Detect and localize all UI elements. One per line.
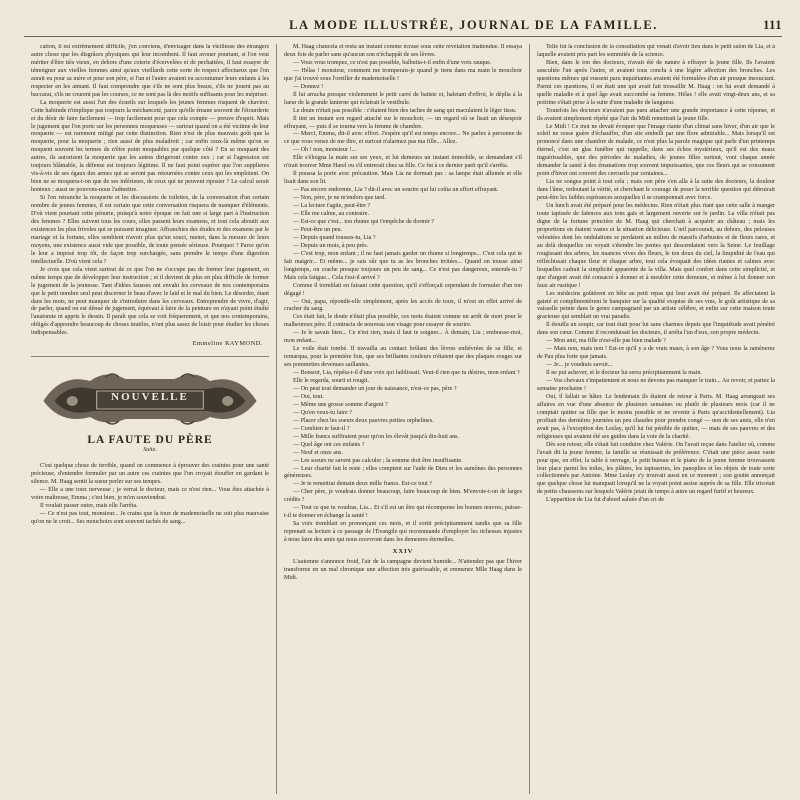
- page-header: [24, 14, 782, 37]
- paragraph: Il tint un instant son regard attaché sur le mouchoir, — un regard où se lisait un désespoir effrayant, — puis il se tourna vers la femme de chambre.: [284, 115, 522, 130]
- nouvelle-banner: [39, 367, 261, 429]
- column-1: [24, 44, 276, 794]
- section-divider: [31, 356, 269, 357]
- paragraph: Le Midi ! Ce mot ne devait évoquer que l'image riante d'un climat sans hiver, d'un air que le soleil ne cesse guère d'échauffer, d'un site embelli par une flore admirable... Mais lorsqu'il est prononcé dans une chambre de malade, ce n'est plus la parole magique qui parle d'un printemps éternel, c'est un glas funèbre qui rappelle, dans ses échos mystérieux, qu'il est des maux inguérissables, que des périodes de maladies, de jeunes filles surtout, vont chaque année demander la santé à des émanations trop souvent impuissantes, que ces fleurs qui se consument point d'hiver ont couvert des cercueils par centaines...: [537, 123, 775, 178]
- paragraph: L'automne s'annonce froid, l'air de la campagne devient humide... N'attendez pas que l'hiver transforme en un mal chronique une affection très guérissable, et emmenez Mlle Haag dans le Midi.: [284, 559, 522, 581]
- paragraph: — Vous vous trompez, ce n'est pas possible, balbutia-t-il enfin d'une voix rauque.: [293, 59, 492, 66]
- paragraph: — Elle a une toux nerveuse ; je verrai le docteur, mais ce n'est rien... Vous êtes attachée à votre maîtresse, Emma ; c'est bien, je m'en souviendrai.: [31, 486, 269, 501]
- paragraph: — Oui, tout.: [293, 393, 324, 400]
- story-text: [284, 559, 522, 583]
- paragraph: — Mais non, mais non ! Est-ce qu'il y a de vrais maux, à son âge ? Vous nous la ramènerez de Pau plus forte que jamais.: [537, 346, 775, 361]
- paragraph: Je crois que cela vient surtout de ce que l'on ne s'occupe pas de former leur jugement, en même temps que de développer leur instruction ; et il devient de plus en plus difficile de former le jugement de la jeunesse. Tant d'idées fausses ont envahi les cerveaux de nos contemporains que le petit nombre seul peut discerner le beau d'avec le laid et le mal du bien. Le désordre, étant dans les mots, ne peut manquer de s'introduire dans les cerveaux. Entreprendre de vivre, d'agir, de parler, quand on est dénué de jugement, équivaut à faire de la peinture en n'ayant point étudié l'anatomie ni appris le dessin. Il paraît que cela se voit fréquemment, et que nos contemporains, obligés d'apprendre beaucoup de choses inutiles, n'ont plus assez de loisir pour étudier les choses indispensables.: [31, 266, 269, 337]
- paragraph: Ces était fait, le doute n'était plus possible, ces mots étaient comme un arrêt de mort pour le malheureux père. Il contracta de nouveau son visage pour essayer de sourire.: [284, 314, 522, 329]
- paragraph: — Bonsoir, Lia, répéta-t-il d'une voix qui faiblissait. Veut-il rien que tu désires, mon enfant ?: [293, 370, 520, 377]
- paragraph: — Quel âge ont ces enfants ?: [293, 441, 365, 448]
- paragraph: — Oui, papa, répondit-elle simplement, après les accès de toux, il m'est en effet arrivé de cracher du sang.: [284, 298, 522, 313]
- paragraph: L'apparition de Lia fut d'abord saluée d'un cri de: [546, 497, 665, 504]
- paragraph: — Pas encore endormie, Lia ? dit-il avec un sourire qui lui coûta un effort effrayant.: [293, 187, 499, 194]
- journal-title: LA MODE ILLUSTRÉE, JOURNAL DE LA FAMILLE.: [289, 17, 659, 32]
- paragraph: Un lunch avait été préparé pour les médecins. Rien n'était plus riant que cette salle à manger toute tapissée de faïences aux tons gais et largement ouverte sur le jardin. La villa n'était pas digne de la fortune princière de M. Haag qui cherchait à acquérir au château ; mais les proportions en étaient vastes et la situation délicieuse. L'œil parcourait, au dehors, des pelouses veloutées dont les ondulations se perdaient au milieu de massifs d'arbustes et de fleurs rares, et au delà desquelles on voyait s'étendre les pentes qui descendaient vers la Seine. Le feuillage rougissant des arbres, les nuances vives des fleurs, le ton doux du ciel, la limpidité de l'eau qui réfléchissait chaque fleur et chaque arbre, tout cela évoquait des idées riantes et calmes avec lesquelles cadrait la simplicité apparente de la villa. Mais quel confort dans cette simplicité, et que d'argent avait été consacré à donner et à meubler cette demeure, et même à lui donner son faux air rustique !: [537, 203, 775, 289]
- paragraph: — Merci, Emma, dit-il avec effort. J'espère qu'il est temps encore... Ne parlez à personne de ce que vous venez de me dire, et surtout n'alarmez pas ma fille... Allez.: [284, 131, 522, 146]
- paragraph: Toutefois les docteurs n'avaient pas paru attacher une grande importance à cette réponse, et ils avaient simplement répété que l'air du Midi remettrait la jeune fille.: [537, 107, 775, 122]
- paragraph: — Je te remettrai demain deux mille francs. Est-ce tout ?: [293, 481, 432, 488]
- paragraph: Sa voix tremblait en prononçant ces mots, et il sortit précipitamment tandis que sa fille reprenait sa lecture à ce passage de l'Évangile qui recommande d'employer les richesses injustes à nous faire des amis qui nous recevront dans les demeures éternelles.: [284, 521, 522, 544]
- story-subtitle: Suite.: [143, 447, 157, 454]
- paragraph: Bien, dans le ton des docteurs, n'avait été de nature à effrayer la jeune fille. Ils l'avaient auscultée l'un après l'autre, et avaient tous conclu à une légère affection des bronches. Les questions mêmes qui eussent paru inquiétantes avaient été formulées d'un air presque insouciant. Parmi ces questions, il en était une qui avait fait tressaillir M. Haag : on lui avait demandé à quelle maladie et à quel âge avait succombé sa femme. Hélas ! elle avait vingt-deux ans, et sa poitrine s'était prise à la suite d'une maladie de langueur.: [537, 59, 775, 106]
- paragraph: La moquerie est aussi l'un des écueils sur lesquels les jeunes femmes risquent de chavirer. Cette habitude n'implique pas toujours la méchanceté, parce qu'elle émane souvent de l'étourderie et du désir de faire facilement — trop facilement pour que cela compte — preuve d'esprit. Mais le jugement que l'on porte sur les personnes moqueuses — surtout quand on a été victime de leur moquerie — est rarement mitigé par cette distinction. Rien n'est de plus mauvais goût que la moquerie, pour la moquerie ; rien aussi de plus maladroit ; car enfin ceux-là même qu'on se moquent souvent les termes de n'être point moquables par quelque côté ? En se moquant des autres, ils autorisent la moquerie que les autres dirigeront contre eux ; car si l'agression est toujours blâmable, la défense est toujours légitime. Il ne faut point espérer que l'on supplieres vis-à-vis de ses égaux des armes qui se seront pas retournées contre ceux qui les emploient. On bien ne se moquera-t-on que de ses inférieurs, de ceux qui ne peuvent riposter ? Le calcul serait honteux ; aussi ne pouvons-nous l'admettre.: [31, 99, 269, 194]
- story-title: LA FAUTE DU PÈRE: [87, 434, 213, 447]
- paragraph: Le doute n'était pas possible : c'étaient bien des taches de sang qui maculaient le léger tissu.: [293, 107, 517, 114]
- paragraph: — Ce n'est pas tout, monsieur... Je crains que la toux de mademoiselle ne soit plus mauvaise qu'on ne le croit... Ses mouchoirs sont souvent tachés de sang...: [31, 510, 269, 525]
- paragraph: — Mille francs suffiraient pour qu'on les élevât jusqu'à dix-huit ans.: [293, 433, 460, 440]
- paragraph: — Donnez !: [293, 83, 324, 90]
- paragraph: — Les soeurs ne savent pas calculer ; la somme doit être insuffisante.: [293, 457, 463, 464]
- story-text: [537, 44, 775, 505]
- paragraph: — Est-ce que c'est... ton rhume qui t'empêche de dormir ?: [293, 218, 435, 225]
- paragraph: Elle le regarda, sourit et rougit.: [293, 378, 369, 385]
- paragraph: Il lui arracha presque violemment le petit carré de batiste et, haletant d'effroi, le déplia à la lueur de la grande lanterne qui éclairait le vestibule.: [284, 91, 522, 106]
- story-text: [31, 463, 269, 527]
- paragraph: — Neuf et onze ans.: [293, 449, 343, 456]
- paragraph: M. Haag chancela et resta un instant comme écrasé sous cette révélation inattendue. Il essaya deux fois de parler sans qu'aucun son n'échappât de ses lèvres.: [284, 44, 522, 58]
- paragraph: Si l'on retranche la moquerie et les discussions de toilettes, de la conversation d'un certain nombre de jeunes femmes, il est certain que cette conversation risquera de manquer d'éléments. D'où vient pourtant cette pénurie, puisqu'à notre époque on fait une si large part à l'instruction des femmes ? Elles suivent tous les cours, elles passent leurs examens, et tout cela aboutit aux existences les plus frivoles qui se puissent imaginer. Affranchies des études et des examens par le mariage et la fortune, elles semblent n'avoir plus qu'un souci, mener, dans la mesure de leurs moyens, une existence aussi vide que possible, de toute pensée sérieuse. Pourquoi ? Parce qu'on le leur a imposé trop tôt, de façon trop surchargée, sans prendre le temps d'une digestion intellectuelle. D'où vient cela ?: [31, 195, 269, 265]
- banner-label: NOUVELLE: [111, 391, 189, 404]
- paragraph: — Placer chez les soeurs deux pauvres petites orphelines.: [293, 417, 434, 424]
- column-2: [276, 44, 529, 794]
- paragraph: — Peut-être un peu.: [293, 226, 343, 233]
- paragraph: — Non, père, je ne m'endors que tard.: [293, 195, 386, 202]
- paragraph: Il ne put achever, et le docteur lui serra précipitamment la main.: [546, 370, 702, 377]
- paragraph: Comme il tremblait en faisant cette question, qu'il s'efforçait cependant de formuler d'un ton dégagé !: [284, 282, 522, 297]
- paragraph: — La lecture t'agite, peut-être ?: [293, 203, 371, 210]
- paragraph: Il voulait passer outre, mais elle l'arrêta.: [40, 502, 138, 509]
- paragraph: C'est quelque chose de terrible, quand on commence à éprouver des craintes pour une santé précieuse, d'entendre formuler par un autre ces craintes que l'on croyait étouffer en gardant le silence. M. Haag sentit la sueur perler sur ses tempes.: [31, 463, 269, 486]
- text-columns: [24, 44, 782, 794]
- paragraph: cation, il est extrêmement difficile, j'en conviens, d'envisager dans la vieillesse des étrangers autre chose que les disgrâces physiques qui leur incombent. Il faut avouer pourtant, si l'on veut mériter d'être tiès vieux, en dehors d'une coterie d'écervelées et de pechattées, il faut essayer de témoigner aux vieilles femmes ainsi qu'aux vieillards cette sorte de respect affectueux que l'on aurait eu pour sa mère et pour son père, si l'un et l'autre avaient eu accoutumer leurs enfants à les respecter en les aimant. Il faut comprendre que s'ils ne sont plus beaux, s'ils ne jouent pas au baccarat, s'ils ne courent pas les courses, ce ne sont pas là des motifs suffisants pour les mépriser.: [31, 44, 269, 98]
- page-number: 111: [763, 17, 782, 32]
- story-text: [284, 44, 522, 545]
- paragraph: Elle s'éloigna la main sur ses yeux, et lui demeura un instant immobile, se demandant s'il n'irait trouver Mme Harel ou s'il entrerait chez sa fille. Ce fut à ce dernier parti qu'il s'arrêta.: [284, 155, 522, 170]
- paragraph: — Elle me calme, au contraire.: [293, 211, 369, 218]
- paragraph: — Combien te faut-il ?: [293, 425, 350, 432]
- paragraph: Oui, il fallait se hâter. Le lendemain ils étaient de retour à Paris. M. Haag arrangeait ses affaires en vue d'une absence de plusieurs semaines ou plutôt de plusieurs mois (car il ne comptait quitter sa fille que le moins possible et ne revenir à Paris qu'accidentellement). Lia profitait des dernières journées un peu chaudes pour prendre congé — non de ses amis, elle n'en avait pas, à l'exception des Leslay, qu'il lui fut pénible de quitter, — mais de ses pauvres et des religieuses qui avaient été ses guides dans la voie de la charité.: [537, 393, 775, 440]
- paragraph: Lia ne songea point à tout cela ; mais son père s'en alla à la suite des docteurs, la douleur dans l'âme, redoutant la vérité, et cherchant le courage de poser la terrible question qui détruirait peut-être les faibles espérances auxquelles il se cramponnait avec force.: [537, 179, 775, 202]
- paragraph: — Même une grosse somme d'argent ?: [293, 401, 388, 408]
- paragraph: — Je le savais bien... Ce n'est rien, mais il faut te soigner... À demain, Lia ; embrasse-moi, mon enfant...: [284, 330, 522, 345]
- paragraph: Il étouffa un soupir, car tout était pour lui sans charmes depuis que l'inquiétude avait pénétré dans son cœur. Comme il reconduisait les docteurs, il arrêta l'un d'eux, son propre médecin.: [537, 322, 775, 337]
- chapter-number: XXIV: [392, 548, 414, 556]
- paragraph: — Oh ! non, monsieur !...: [293, 147, 357, 154]
- paragraph: — Depuis un mois, à peu près.: [293, 242, 369, 249]
- paragraph: — On peut tout demander un jour de naissance, n'est-ce pas, père ?: [293, 385, 457, 392]
- paragraph: — Mon ami, ma fille n'est-elle pas bien malade ?: [546, 338, 666, 345]
- paragraph: Il poussa la porte avec précaution. Mais Lia ne dormait pas : sa lampe était allumée et elle lisait dans son lit.: [284, 171, 522, 186]
- paragraph: Les médecins goûtèrent en bête au petit repas qui leur avait été préparé. Ils affectaient la gaieté et complimentèrent le banquier sur la qualité exquise de ses vins, le goût artistique de sa vaisselle peinte dans le genre campagnard par un artiste célèbre, et enfin sur cette maison toute gracieuse qui semblait un vrai paradis.: [537, 290, 775, 321]
- paragraph: — Cher père, je voudrais donner beaucoup, faire beaucoup de bien. M'envoie-t-on de larges crédits ?: [284, 489, 522, 504]
- paragraph: — Vos chevaux s'impatientent et nous ne devons pas manquer le train... Au revoir, et partez la semaine prochaine !: [537, 378, 775, 392]
- paragraph: — Depuis quand tousses-tu, Lia ?: [293, 234, 376, 241]
- paragraph: — C'est trop, mon enfant ; il ne faut jamais garder un rhume si longtemps... C'est cela qui te fait maigrir... Et même... je sais sûr que tu as les bronches irritées... Quand on tousse ainsi longtemps, on crache presque toujours un peu de sang... Ce n'est pas dangereux, entends-tu ? Mais cela fatigue... Cela t'est-il arrivé ?: [284, 250, 522, 281]
- paragraph: — Hélas ! monsieur, comment me tromperais-je quand je tiens dans ma main le mouchoir que j'ai trouvé sous l'oreiller de mademoiselle !: [284, 67, 522, 82]
- essay-text: [31, 44, 269, 338]
- paragraph: Le voile était tombé. Il travailla au contact brûlant des lèvres enfiévrées de sa fille, et remarqua, pour la première fois, que ses brillantes couleurs n'étaient que des plaques rouges sur ses pommettes devenues saillantes.: [284, 346, 522, 369]
- column-3: [529, 44, 782, 794]
- paragraph: Telle fut la conclusion de la consultation qui venait d'avoir lieu dans le petit salon de Lia, et à laquelle avaient pris part les sommités de la science.: [537, 44, 775, 58]
- author-signature: Emmeline RAYMOND.: [192, 340, 263, 348]
- paragraph: — Tout ce que tu voudras, Lia... Et s'il est un être qui récompense les bonnes œuvres, puisse-t-il te donner en échange la santé !: [284, 505, 522, 520]
- paragraph: — Leur charité fait le reste ; elles comptent sur l'aide de Dieu et les aumônes des personnes généreuses.: [284, 465, 522, 480]
- paragraph: Dès son retour, elle s'était fait conduire chez Valérie. On l'avait reçue dans l'atelier où, comme l'avait dit la jeune femme, la famille se réunissait de préférence. C'était une pièce assez vaste pour que, en effet, la table à ouvrage, le petit bureau et le piano de la jeune femme trouvassent leur place parmi les toiles, les plâtres, les tapisseries, les panoplies et les objets de toute sorte collectionnés par Antoine. Mme Leslay s'y trouvait aussi en ce moment ; son goutte annonçait que quelque chose lui manquait lorsqu'il ne la voyait point assise auprès de sa fille. Elle tricotait de petits chaussons sur lesquels Valérie jetait de temps à autre un regard furtif et heureux.: [537, 441, 775, 496]
- paragraph: — Qu'en veux-tu faire ?: [293, 409, 352, 416]
- paragraph: — Je... je voudrais savoir...: [546, 362, 613, 369]
